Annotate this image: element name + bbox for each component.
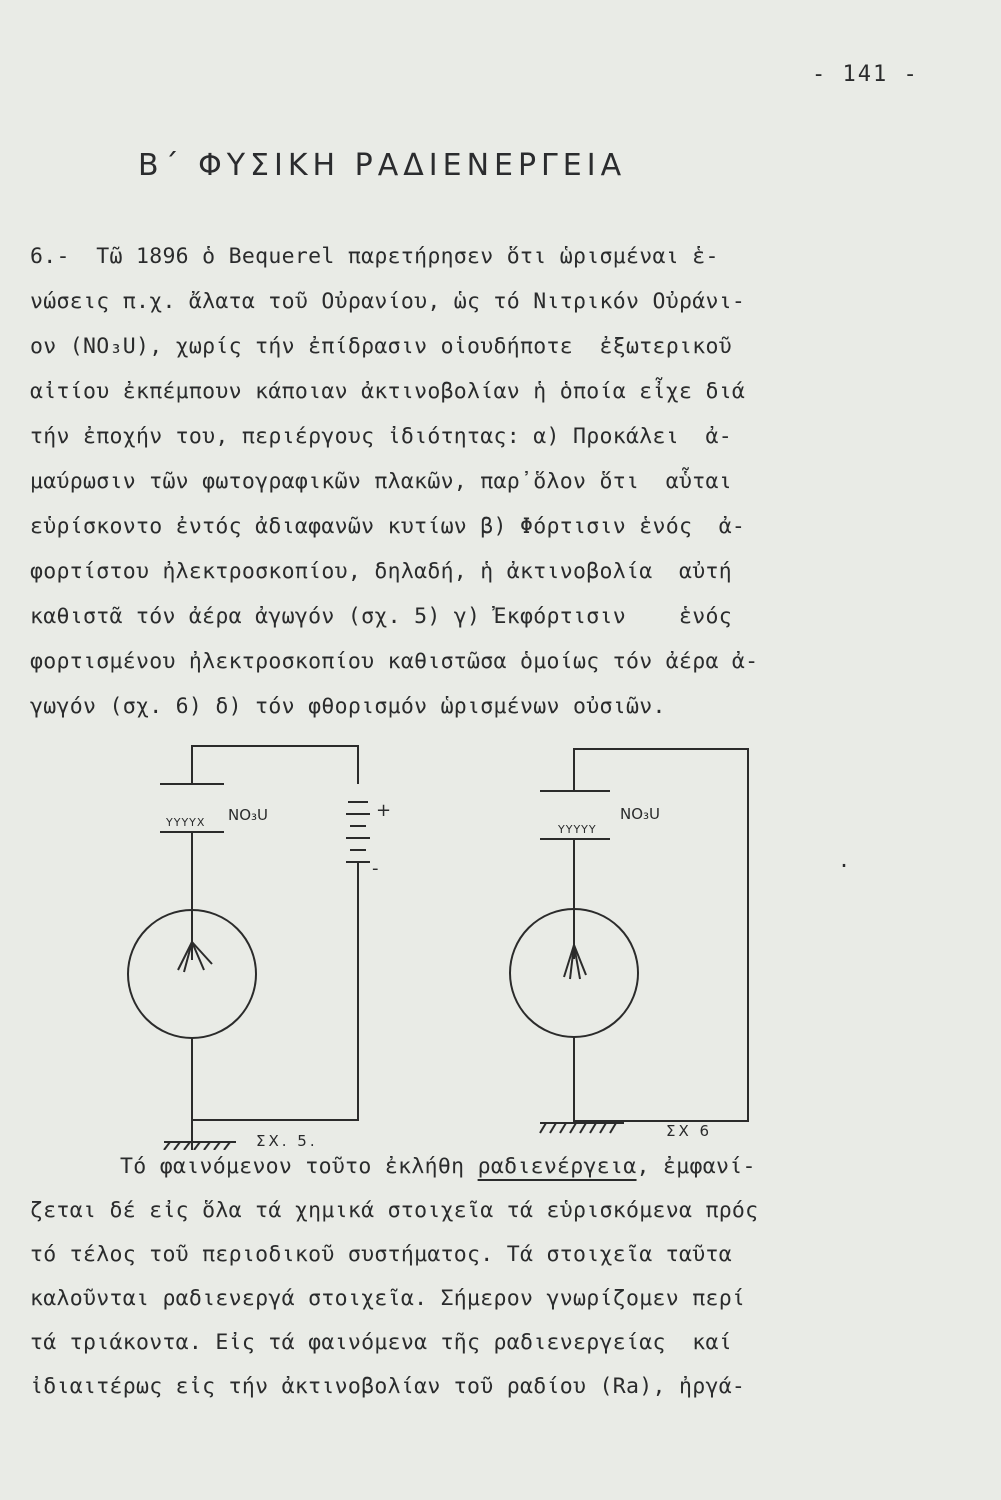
paragraph1-line: φορτισμένου ἠλεκτροσκοπίου καθιστῶσα ὁμοίως τόν ἀέρα ἀ- [30,649,759,674]
figure-5-diagram [120,730,420,1150]
paragraph2-first-line [120,1154,980,1179]
paragraph2-line: τά τριάκοντα. Εἰς τά φαινόμενα τῆς ραδιενεργείας καί [30,1330,732,1355]
figure-5-caption: ΣΧ. 5. [256,1132,318,1150]
battery-icon [346,802,370,880]
battery-minus-sign: - [372,858,379,879]
paragraph1-line: τήν ἐποχήν του, περιέργους ἰδιότητας: α) Προκάλει ἀ- [30,424,732,449]
electroscope-leaves-icon [564,921,586,979]
figure-6-sample: ΥΥΥΥΥ [558,823,597,836]
figure-6-compound: NO₃U [620,805,661,823]
paragraph1-line: 6.- Τῶ 1896 ὁ Bequerel παρετήρησεν ὅτι ὡρισμέναι ἑ- [30,244,719,269]
paragraph2-lead-tail: , ἐμφανί- [636,1154,756,1179]
outer-wire [574,749,748,1121]
figure-6 [500,745,760,1135]
ground-icon [164,1142,236,1150]
figure-5-compound: NO₃U [228,806,269,824]
figure-6-diagram [500,745,760,1135]
paragraph1-line: μαύρωσιν τῶν φωτογραφικῶν πλακῶν, παρ᾿ὅλον ὅτι αὗται [30,469,732,494]
paragraph2-line: ζεται δέ εἰς ὅλα τά χημικά στοιχεῖα τά εὑρισκόμενα πρός [30,1198,759,1223]
electroscope-leaves-icon [178,924,212,972]
top-wire [192,746,358,784]
paragraph1-line: νώσεις π.χ. ἄλατα τοῦ Οὐρανίου, ὡς τό Νιτρικόν Οὐράνι- [30,289,746,314]
figure-5 [120,730,420,1150]
paragraph1-line: γωγόν (σχ. 6) δ) τόν φθορισμόν ὡρισμένων οὐσιῶν. [30,694,666,719]
battery-plus-sign: + [376,800,392,821]
paragraph1-line: εὑρίσκοντο ἐντός ἀδιαφανῶν κυτίων β) Φόρτισιν ἑνός ἀ- [30,514,746,539]
paragraph1-line: καθιστᾶ τόν ἀέρα ἀγωγόν (σχ. 5) γ) Ἐκφόρτισιν ἑνός [30,604,732,629]
page-number: - 141 - [812,62,919,87]
paragraph2-lead-text: Τό φαινόμενον τοῦτο ἐκλήθη [120,1154,478,1179]
ground-icon [540,1123,624,1133]
underlined-term: ραδιενέργεια [477,1154,637,1179]
stray-mark: . [838,848,851,872]
paragraph2-line: τό τέλος τοῦ περιοδικοῦ συστήματος. Τά στοιχεῖα ταῦτα [30,1242,732,1267]
section-heading: Β΄ ΦΥΣΙΚΗ ΡΑΔΙΕΝΕΡΓΕΙΑ [138,148,627,183]
paragraph1-line: φορτίστου ἠλεκτροσκοπίου, δηλαδή, ἡ ἀκτινοβολία αὐτή [30,559,732,584]
paragraph1-line: αἰτίου ἐκπέμπουν κάποιαν ἀκτινοβολίαν ἡ ὁποία εἶχε διά [30,379,746,404]
paragraph2-line: ἰδιαιτέρως εἰς τήν ἀκτινοβολίαν τοῦ ραδίου (Ra), ἠργά- [30,1374,746,1399]
paragraph2-line: καλοῦνται ραδιενεργά στοιχεῖα. Σήμερον γνωρίζομεν περί [30,1286,746,1311]
paragraph1-line: ον (NO₃U), χωρίς τήν ἐπίδρασιν οἱουδήποτε ἐξωτερικοῦ [30,334,732,359]
figure-5-sample: ΥΥΥΥΧ [166,816,206,829]
figure-6-caption: ΣΧ 6 [666,1122,713,1140]
